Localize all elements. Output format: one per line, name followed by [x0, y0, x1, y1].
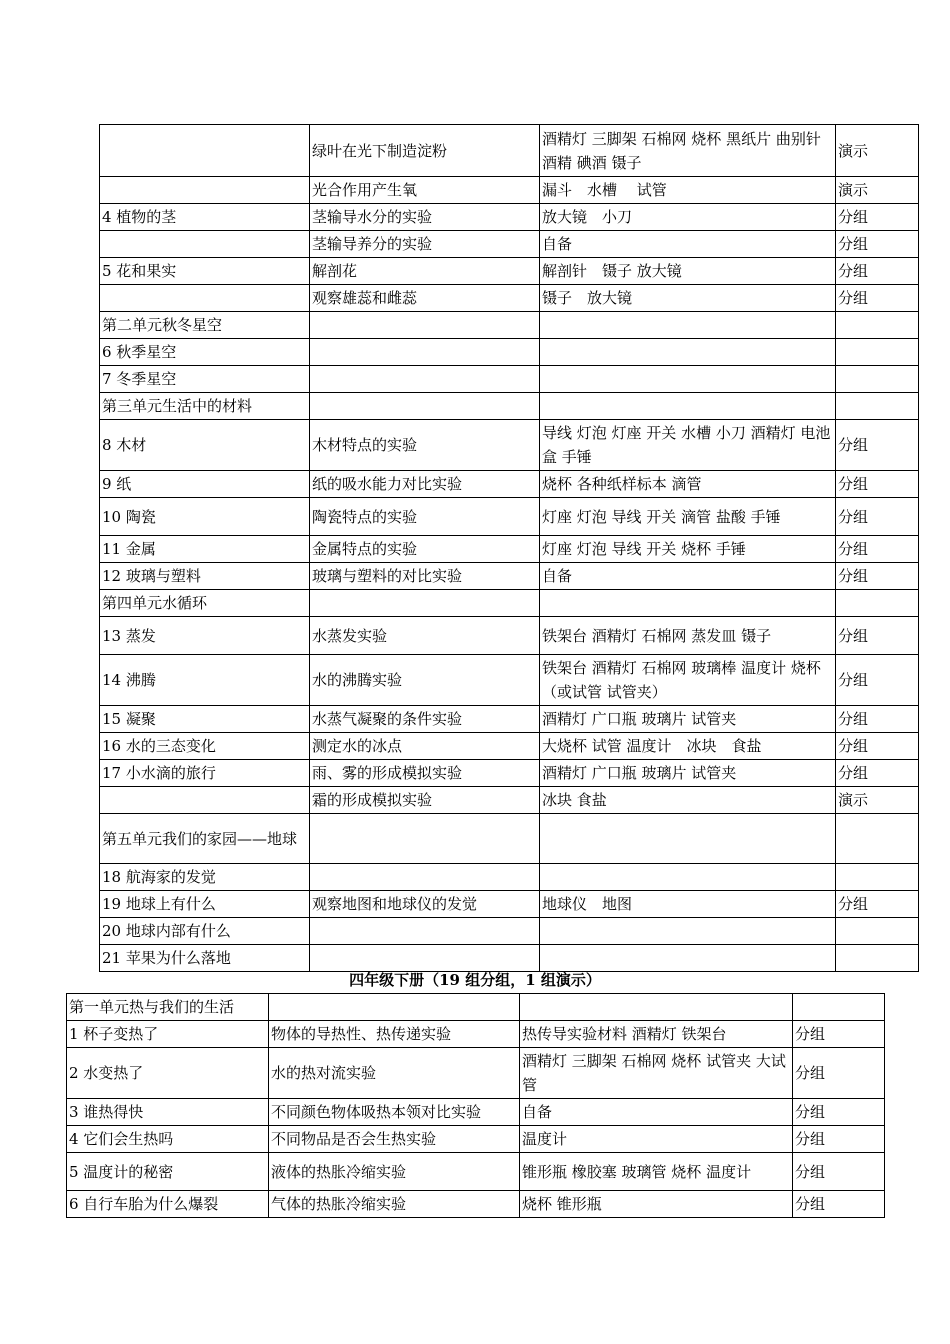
lesson-cell: 第五单元我们的家园——地球 [100, 814, 310, 864]
lesson-cell: 8 木材 [100, 420, 310, 471]
mode-cell: 演示 [836, 125, 919, 177]
table-row [100, 125, 919, 177]
equipment-cell: 地球仪 地图 [540, 891, 836, 918]
experiment-cell: 物体的导热性、热传递实验 [269, 1021, 520, 1048]
lesson-cell [100, 177, 310, 204]
equipment-cell: 烧杯 各种纸样标本 滴管 [540, 471, 836, 498]
equipment-cell: 解剖针 镊子 放大镜 [540, 258, 836, 285]
mode-cell: 分组 [836, 420, 919, 471]
equipment-cell [540, 814, 836, 864]
mode-cell: 分组 [836, 891, 919, 918]
lesson-cell: 10 陶瓷 [100, 498, 310, 536]
mode-cell: 分组 [836, 655, 919, 706]
experiment-cell [310, 864, 540, 891]
experiment-cell: 霜的形成模拟实验 [310, 787, 540, 814]
lesson-cell: 11 金属 [100, 536, 310, 563]
equipment-cell: 热传导实验材料 酒精灯 铁架台 [520, 1021, 793, 1048]
experiment-cell [310, 918, 540, 945]
table-row [100, 471, 919, 498]
table-row [100, 655, 919, 706]
table-row [67, 1191, 885, 1218]
table-row [100, 420, 919, 471]
lesson-cell: 1 杯子变热了 [67, 1021, 269, 1048]
mode-cell: 分组 [793, 1048, 885, 1099]
lesson-cell: 15 凝聚 [100, 706, 310, 733]
table-row [100, 706, 919, 733]
experiment-cell: 茎输导养分的实验 [310, 231, 540, 258]
table-row [67, 1153, 885, 1191]
mode-cell: 分组 [836, 285, 919, 312]
experiment-cell: 玻璃与塑料的对比实验 [310, 563, 540, 590]
mode-cell: 分组 [793, 1126, 885, 1153]
mode-cell: 分组 [836, 536, 919, 563]
lesson-cell: 第一单元热与我们的生活 [67, 994, 269, 1021]
mode-cell [836, 814, 919, 864]
lesson-cell: 3 谁热得快 [67, 1099, 269, 1126]
experiment-cell: 水蒸发实验 [310, 617, 540, 655]
equipment-cell: 酒精灯 广口瓶 玻璃片 试管夹 [540, 706, 836, 733]
experiment-table-upper [99, 124, 919, 972]
table-row [100, 366, 919, 393]
equipment-cell [540, 590, 836, 617]
equipment-cell [540, 366, 836, 393]
table-row [100, 498, 919, 536]
table-row [100, 231, 919, 258]
equipment-cell: 自备 [520, 1099, 793, 1126]
equipment-cell [540, 918, 836, 945]
mode-cell: 分组 [793, 1021, 885, 1048]
experiment-cell: 不同物品是否会生热实验 [269, 1126, 520, 1153]
equipment-cell: 铁架台 酒精灯 石棉网 玻璃棒 温度计 烧杯（或试管 试管夹） [540, 655, 836, 706]
lesson-cell: 第二单元秋冬星空 [100, 312, 310, 339]
equipment-cell: 酒精灯 三脚架 石棉网 烧杯 试管夹 大试管 [520, 1048, 793, 1099]
equipment-cell [520, 994, 793, 1021]
lesson-cell [100, 125, 310, 177]
lesson-cell: 第四单元水循环 [100, 590, 310, 617]
equipment-cell: 温度计 [520, 1126, 793, 1153]
table-row [100, 285, 919, 312]
equipment-cell: 导线 灯泡 灯座 开关 水槽 小刀 酒精灯 电池盒 手锤 [540, 420, 836, 471]
mode-cell: 演示 [836, 787, 919, 814]
mode-cell: 分组 [836, 733, 919, 760]
experiment-cell: 液体的热胀冷缩实验 [269, 1153, 520, 1191]
equipment-cell: 冰块 食盐 [540, 787, 836, 814]
mode-cell [836, 339, 919, 366]
mode-cell: 演示 [836, 177, 919, 204]
mode-cell: 分组 [836, 563, 919, 590]
lesson-cell: 5 花和果实 [100, 258, 310, 285]
lesson-cell: 20 地球内部有什么 [100, 918, 310, 945]
experiment-cell: 水的热对流实验 [269, 1048, 520, 1099]
mode-cell: 分组 [793, 1099, 885, 1126]
table-row [100, 787, 919, 814]
experiment-cell: 水蒸气凝聚的条件实验 [310, 706, 540, 733]
lesson-cell: 14 沸腾 [100, 655, 310, 706]
equipment-cell: 灯座 灯泡 导线 开关 滴管 盐酸 手锤 [540, 498, 836, 536]
mode-cell: 分组 [836, 231, 919, 258]
experiment-cell: 茎输导水分的实验 [310, 204, 540, 231]
table-row [100, 563, 919, 590]
table-row [100, 312, 919, 339]
mode-cell: 分组 [836, 617, 919, 655]
experiment-cell: 解剖花 [310, 258, 540, 285]
table-row [100, 891, 919, 918]
table-row [67, 1126, 885, 1153]
lesson-cell: 18 航海家的发觉 [100, 864, 310, 891]
experiment-cell: 观察雄蕊和雌蕊 [310, 285, 540, 312]
experiment-cell: 雨、雾的形成模拟实验 [310, 760, 540, 787]
mode-cell: 分组 [836, 204, 919, 231]
experiment-cell [310, 590, 540, 617]
section-title-grade4-second: 四年级下册（19 组分组，1 组演示） [349, 971, 601, 989]
lesson-cell: 6 秋季星空 [100, 339, 310, 366]
equipment-cell [540, 312, 836, 339]
mode-cell: 分组 [836, 471, 919, 498]
experiment-cell: 水的沸腾实验 [310, 655, 540, 706]
mode-cell [836, 918, 919, 945]
experiment-cell [310, 393, 540, 420]
table-row [100, 536, 919, 563]
lesson-cell: 17 小水滴的旅行 [100, 760, 310, 787]
lesson-cell: 9 纸 [100, 471, 310, 498]
experiment-cell [310, 945, 540, 972]
table-row [100, 204, 919, 231]
lesson-cell: 19 地球上有什么 [100, 891, 310, 918]
mode-cell: 分组 [836, 706, 919, 733]
experiment-cell: 测定水的冰点 [310, 733, 540, 760]
mode-cell [836, 312, 919, 339]
experiment-table-lower [66, 993, 885, 1218]
lesson-cell: 2 水变热了 [67, 1048, 269, 1099]
experiment-cell: 木材特点的实验 [310, 420, 540, 471]
table-row [100, 733, 919, 760]
equipment-cell: 漏斗 水槽 试管 [540, 177, 836, 204]
table-row [100, 760, 919, 787]
experiment-cell: 光合作用产生氧 [310, 177, 540, 204]
mode-cell: 分组 [836, 760, 919, 787]
experiment-cell: 观察地图和地球仪的发觉 [310, 891, 540, 918]
experiment-cell [310, 814, 540, 864]
lesson-cell: 7 冬季星空 [100, 366, 310, 393]
table-row [67, 1048, 885, 1099]
lesson-cell [100, 231, 310, 258]
experiment-cell [310, 366, 540, 393]
mode-cell [836, 945, 919, 972]
table-row [100, 814, 919, 864]
table-row [100, 590, 919, 617]
mode-cell [836, 393, 919, 420]
mode-cell [836, 864, 919, 891]
lesson-cell: 4 它们会生热吗 [67, 1126, 269, 1153]
lesson-cell: 13 蒸发 [100, 617, 310, 655]
equipment-cell: 灯座 灯泡 导线 开关 烧杯 手锤 [540, 536, 836, 563]
table-row [67, 1099, 885, 1126]
experiment-cell: 气体的热胀冷缩实验 [269, 1191, 520, 1218]
equipment-cell: 自备 [540, 563, 836, 590]
table-row [100, 339, 919, 366]
mode-cell [836, 366, 919, 393]
table-row [67, 994, 885, 1021]
equipment-cell [540, 339, 836, 366]
table-row [67, 1021, 885, 1048]
equipment-cell [540, 393, 836, 420]
experiment-cell: 绿叶在光下制造淀粉 [310, 125, 540, 177]
mode-cell [836, 590, 919, 617]
experiment-cell: 不同颜色物体吸热本领对比实验 [269, 1099, 520, 1126]
equipment-cell [540, 864, 836, 891]
experiment-cell [310, 312, 540, 339]
lesson-cell: 12 玻璃与塑料 [100, 563, 310, 590]
lesson-cell: 6 自行车胎为什么爆裂 [67, 1191, 269, 1218]
table-row [100, 864, 919, 891]
experiment-cell: 金属特点的实验 [310, 536, 540, 563]
experiment-cell [310, 339, 540, 366]
equipment-cell: 烧杯 锥形瓶 [520, 1191, 793, 1218]
equipment-cell: 大烧杯 试管 温度计 冰块 食盐 [540, 733, 836, 760]
equipment-cell [540, 945, 836, 972]
equipment-cell: 镊子 放大镜 [540, 285, 836, 312]
table-row [100, 177, 919, 204]
lesson-cell: 5 温度计的秘密 [67, 1153, 269, 1191]
mode-cell: 分组 [793, 1191, 885, 1218]
equipment-cell: 放大镜 小刀 [540, 204, 836, 231]
equipment-cell: 铁架台 酒精灯 石棉网 蒸发皿 镊子 [540, 617, 836, 655]
lesson-cell [100, 787, 310, 814]
table-row [100, 918, 919, 945]
experiment-cell: 纸的吸水能力对比实验 [310, 471, 540, 498]
equipment-cell: 酒精灯 广口瓶 玻璃片 试管夹 [540, 760, 836, 787]
table-row [100, 617, 919, 655]
mode-cell: 分组 [836, 258, 919, 285]
lesson-cell: 16 水的三态变化 [100, 733, 310, 760]
lesson-cell: 4 植物的茎 [100, 204, 310, 231]
experiment-cell [269, 994, 520, 1021]
lesson-cell [100, 285, 310, 312]
table-row [100, 393, 919, 420]
equipment-cell: 锥形瓶 橡胶塞 玻璃管 烧杯 温度计 [520, 1153, 793, 1191]
mode-cell: 分组 [793, 1153, 885, 1191]
equipment-cell: 自备 [540, 231, 836, 258]
equipment-cell: 酒精灯 三脚架 石棉网 烧杯 黑纸片 曲别针 酒精 碘酒 镊子 [540, 125, 836, 177]
lesson-cell: 21 苹果为什么落地 [100, 945, 310, 972]
experiment-cell: 陶瓷特点的实验 [310, 498, 540, 536]
table-row [100, 945, 919, 972]
table-row [100, 258, 919, 285]
lesson-cell: 第三单元生活中的材料 [100, 393, 310, 420]
mode-cell: 分组 [836, 498, 919, 536]
mode-cell [793, 994, 885, 1021]
